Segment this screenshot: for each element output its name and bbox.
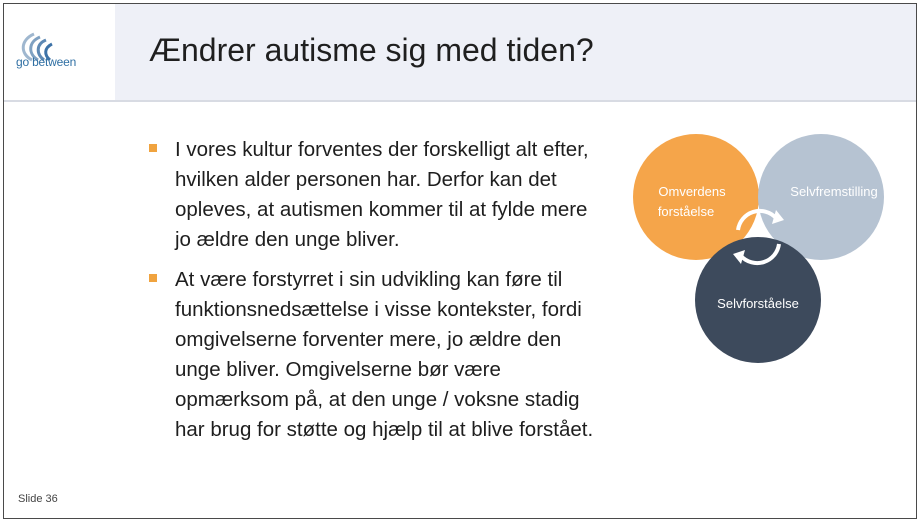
slide-title: Ændrer autisme sig med tiden?	[149, 32, 594, 68]
venn-diagram	[626, 132, 896, 372]
bullet-list	[149, 135, 609, 455]
bullet-marker	[149, 274, 157, 282]
go-between-logo-icon	[14, 30, 104, 74]
slide-number: Slide 36	[18, 493, 58, 505]
slide	[3, 3, 917, 519]
bullet-item	[149, 135, 609, 255]
logo-text: go between	[16, 55, 77, 69]
bullet-marker	[149, 144, 157, 152]
circle-3-label: Selvforståelse	[717, 296, 799, 311]
circle-1-label-line1: Omverdens	[658, 184, 726, 199]
bullet-item	[149, 265, 609, 445]
bullet-text: I vores kultur forventes der forskelligt alt efter, hvilken alder personen har. Derfor kan det opleves, at autismen kommer til at fylde mere jo ældre den unge bliver.	[175, 138, 589, 251]
circle-1-label-line2: forståelse	[657, 204, 715, 219]
header-divider	[4, 100, 916, 102]
circle-2-label: Selvfremstilling	[790, 184, 878, 199]
slide-header	[4, 4, 916, 100]
bullet-text: At være forstyrret i sin udvikling kan føre til funktionsnedsættelse i visse kontekster, fordi omgivelserne forventer mere, jo ældre den unge bliver. Omgivelserne bør være opmærksom på, at den unge / voksne stadig har brug for støtte og hjælp til at blive forstået.	[175, 268, 594, 441]
